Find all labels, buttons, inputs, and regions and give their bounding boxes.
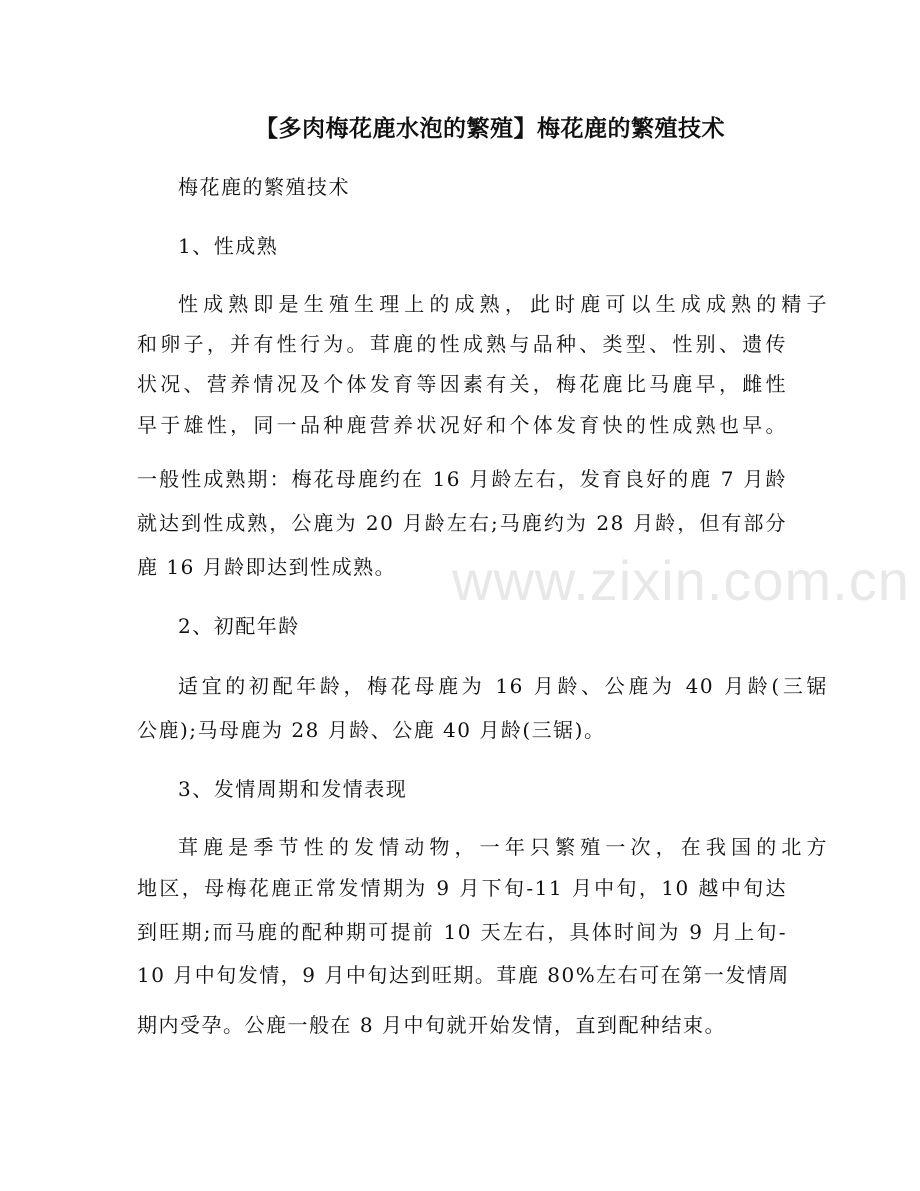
document-title: 【多肉梅花鹿水泡的繁殖】梅花鹿的繁殖技术 (255, 115, 725, 142)
paragraph-line: 期内受孕。公鹿一般在 8 月中旬就开始发情，直到配种结束。 (137, 1013, 726, 1037)
paragraph-line: 适宜的初配年龄，梅花母鹿为 16 月龄、公鹿为 40 月龄(三锯 (178, 674, 828, 698)
section-heading: 2、初配年龄 (178, 614, 300, 638)
section-heading: 1、性成熟 (178, 234, 279, 258)
paragraph-line: 10 月中旬发情，9 月中旬达到旺期。茸鹿 80%左右可在第一发情周 (137, 963, 790, 987)
paragraph-line: 公鹿);马母鹿为 28 月龄、公鹿 40 月龄(三锯)。 (137, 718, 606, 742)
watermark: www.zixin.com.cn (452, 549, 910, 612)
paragraph-line: 地区，母梅花鹿正常发情期为 9 月下旬-11 月中旬，10 越中旬达 (137, 876, 787, 900)
paragraph-line: 性成熟即是生殖生理上的成熟，此时鹿可以生成成熟的精子 (178, 292, 828, 316)
section-heading: 3、发情周期和发情表现 (178, 777, 408, 801)
paragraph-line: 早于雄性，同一品种鹿营养状况好和个体发育快的性成熟也早。 (137, 413, 787, 437)
paragraph-line: 到旺期;而马鹿的配种期可提前 10 天左右，具体时间为 9 月上旬- (137, 920, 787, 944)
paragraph-line: 和卵子，并有性行为。茸鹿的性成熟与品种、类型、性别、遗传 (137, 332, 787, 356)
paragraph-line: 茸鹿是季节性的发情动物，一年只繁殖一次，在我国的北方 (178, 835, 828, 859)
subtitle: 梅花鹿的繁殖技术 (178, 175, 350, 199)
paragraph-line: 鹿 16 月龄即达到性成熟。 (137, 555, 397, 579)
paragraph-line: 一般性成熟期：梅花母鹿约在 16 月龄左右，发育良好的鹿 7 月龄 (137, 467, 787, 491)
paragraph-line: 状况、营养情况及个体发育等因素有关，梅花鹿比马鹿早，雌性 (137, 372, 787, 396)
paragraph-line: 就达到性成熟，公鹿为 20 月龄左右;马鹿约为 28 月龄，但有部分 (137, 511, 787, 535)
